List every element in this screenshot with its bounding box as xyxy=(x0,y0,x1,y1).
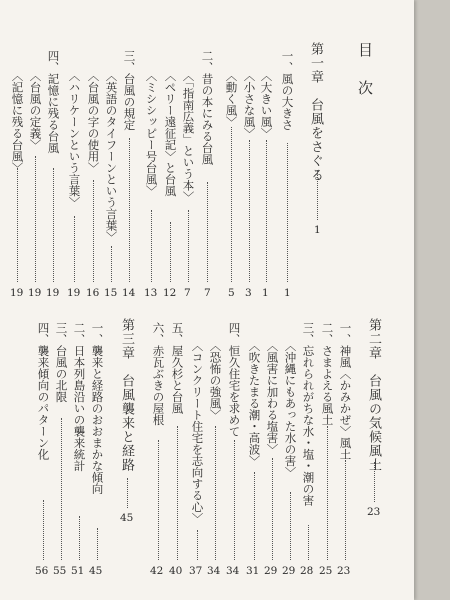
entry-leader xyxy=(197,530,198,560)
entry-page: 31 xyxy=(246,565,260,577)
chapter-page-number: 45 xyxy=(120,512,134,524)
entry-page: 19 xyxy=(28,287,42,299)
entry-page: 1 xyxy=(262,287,269,299)
chapter-leader xyxy=(317,170,318,220)
entry-leader xyxy=(272,458,273,560)
toc-entry: 〈台風の字の使用〉 xyxy=(86,70,101,174)
toc-entry: 六、赤瓦ぶきの屋根 xyxy=(151,322,166,426)
toc-entry: 〈動く風〉 xyxy=(224,70,239,128)
toc-entry: 一、神風〈かみかぜ〉風土 xyxy=(338,322,353,460)
entry-leader xyxy=(97,528,98,560)
entry-leader xyxy=(290,492,291,560)
entry-leader xyxy=(93,180,94,282)
entry-leader xyxy=(254,472,255,560)
entry-leader xyxy=(327,426,328,560)
entry-leader xyxy=(215,426,216,560)
chapter-title: 第一章 台風をさぐる xyxy=(308,42,323,182)
entry-page: 28 xyxy=(300,565,314,577)
toc-entry: 〈台風の定義〉 xyxy=(28,70,43,151)
entry-leader xyxy=(79,516,80,560)
entry-page: 34 xyxy=(207,565,221,577)
toc-entry: 一、襲来と経路のおおまかな傾向 xyxy=(90,322,105,495)
toc-entry: 四、記憶に残る台風 xyxy=(46,50,61,154)
entry-page: 19 xyxy=(10,287,24,299)
chapter-title: 第三章 台風襲来と経路 xyxy=(119,318,134,472)
entry-page: 13 xyxy=(144,287,158,299)
toc-entry: 〈風害に加わる塩害〉 xyxy=(265,340,280,455)
entry-leader xyxy=(111,246,112,282)
toc-entry: 三、台風の北限 xyxy=(54,322,69,403)
entry-page: 16 xyxy=(86,287,100,299)
entry-leader xyxy=(43,500,44,560)
entry-leader xyxy=(177,426,178,560)
entry-page: 55 xyxy=(53,565,67,577)
entry-page: 19 xyxy=(46,287,60,299)
entry-leader xyxy=(35,156,36,282)
toc-entry: 〈ペリー遠征記〉と台風 xyxy=(163,70,178,197)
entry-page: 5 xyxy=(228,287,235,299)
chapter-page-number: 23 xyxy=(367,506,381,518)
toc-entry: 〈恐怖の強風〉 xyxy=(208,340,223,421)
chapter-title: 第二章 台風の気候風土 xyxy=(366,318,381,472)
toc-entry: 〈吹きたまる潮・高波〉 xyxy=(247,340,262,467)
chapter-leader xyxy=(127,478,128,508)
entry-leader xyxy=(249,140,250,282)
toc-entry: 二、日本列島沿いの襲来統計 xyxy=(72,322,87,472)
toc-entry: 五、屋久杉と台風 xyxy=(170,322,185,414)
toc-entry: 〈大きい風〉 xyxy=(259,70,274,139)
toc-entry: 二、さまよえる風土 xyxy=(320,322,335,426)
entry-page: 37 xyxy=(189,565,203,577)
entry-leader xyxy=(266,140,267,282)
toc-entry: 〈小さな風〉 xyxy=(242,70,257,139)
entry-leader xyxy=(158,440,159,560)
entry-leader xyxy=(151,210,152,282)
toc-entry: 〈コンクリート住宅を志向する心〉 xyxy=(190,340,205,524)
entry-leader xyxy=(170,222,171,282)
toc-entry: 〈「指南広義」という本〉 xyxy=(181,70,196,203)
entry-leader xyxy=(308,525,309,560)
entry-leader xyxy=(188,210,189,282)
entry-page: 14 xyxy=(122,287,136,299)
entry-leader xyxy=(17,168,18,282)
toc-heading: 目 次 xyxy=(356,42,374,99)
toc-entry: 〈ミシシッピー号台風〉 xyxy=(144,70,159,197)
chapter-leader xyxy=(374,462,375,502)
entry-page: 12 xyxy=(163,287,177,299)
entry-page: 23 xyxy=(337,565,351,577)
entry-leader xyxy=(234,440,235,560)
entry-leader xyxy=(207,182,208,282)
toc-entry: 四、恒久住宅を求めて xyxy=(227,322,242,437)
entry-page: 45 xyxy=(89,565,103,577)
entry-page: 1 xyxy=(284,287,291,299)
toc-entry: 〈英語のタイフーンという言葉〉 xyxy=(104,70,119,243)
entry-page: 29 xyxy=(264,565,278,577)
entry-page: 51 xyxy=(71,565,85,577)
entry-page: 7 xyxy=(184,287,191,299)
entry-page: 7 xyxy=(204,287,211,299)
entry-page: 34 xyxy=(226,565,240,577)
entry-leader xyxy=(231,127,232,282)
toc-entry: 四、襲来傾向のパターン化 xyxy=(36,322,51,460)
toc-entry: 二、昔の本にみる台風 xyxy=(200,50,215,165)
entry-page: 19 xyxy=(67,287,81,299)
entry-page: 42 xyxy=(150,565,164,577)
toc-entry: 三、台風の規定 xyxy=(122,50,137,131)
chapter-page-number: 1 xyxy=(314,224,321,236)
toc-entry: 〈沖縄にもあった水の害〉 xyxy=(283,340,298,478)
entry-page: 56 xyxy=(35,565,49,577)
entry-page: 15 xyxy=(104,287,118,299)
toc-entry: 〈記憶に残る台風〉 xyxy=(10,70,25,174)
entry-page: 25 xyxy=(319,565,333,577)
toc-entry: 〈ハリケーンという言葉〉 xyxy=(67,70,82,208)
entry-leader xyxy=(345,460,346,560)
entry-leader xyxy=(61,418,62,560)
entry-leader xyxy=(129,138,130,282)
toc-entry: 三、忘れられがちな水・塩・潮の害 xyxy=(301,322,316,506)
entry-leader xyxy=(287,143,288,282)
entry-page: 3 xyxy=(245,287,252,299)
entry-page: 40 xyxy=(169,565,183,577)
toc-entry: 一、風の大きさ xyxy=(280,50,295,131)
entry-page: 29 xyxy=(282,565,296,577)
entry-leader xyxy=(74,216,75,282)
entry-leader xyxy=(53,168,54,282)
